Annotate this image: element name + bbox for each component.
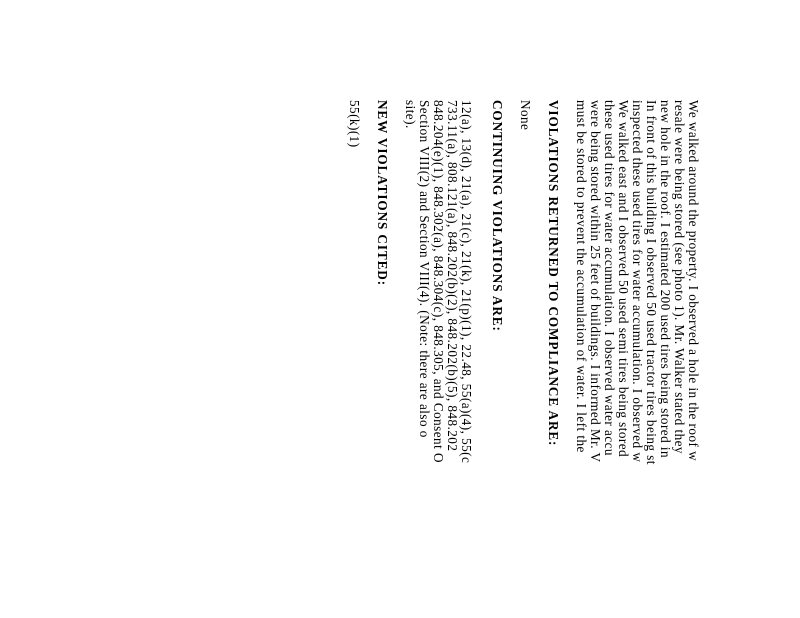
paragraph-line: inspected these used tires for water accumulation. I observed w bbox=[630, 100, 645, 463]
paragraph-line: We walked around the property. I observed a hole in the roof w bbox=[686, 100, 701, 462]
continuing-violations-heading: CONTINUING VIOLATIONS ARE: bbox=[490, 100, 505, 332]
returned-to-compliance-heading: VIOLATIONS RETURNED TO COMPLIANCE ARE: bbox=[546, 100, 561, 447]
continuing-violations-line: 733.11(a), 808.121(a), 848.202(b)(2), 848.202(b)(5), 848.202 bbox=[445, 100, 460, 452]
paragraph-line: We walked east and I observed 50 used semi tires being stored bbox=[616, 100, 631, 458]
paragraph-line: must be stored to prevent the accumulation of water. I left the bbox=[574, 100, 589, 453]
continuing-violations-line: 12(a), 13(d), 21(a), 21(c), 21(k), 21(p)(1), 22.48, 55(a)(4), 55(c bbox=[459, 100, 474, 464]
new-violations-heading: NEW VIOLATIONS CITED: bbox=[375, 100, 390, 286]
paragraph-line: new hole in the roof. I estimated 200 used tires being stored in bbox=[658, 100, 673, 459]
paragraph-line: resale were being stored (see photo 1). Mr. Walker stated they bbox=[672, 100, 687, 454]
rotated-document-text bbox=[300, 100, 700, 618]
continuing-violations-line: Section VIII(2) and Section VIII(4). (Note: there are also o bbox=[417, 100, 432, 438]
continuing-violations-line: site). bbox=[403, 100, 418, 129]
paragraph-line: In front of this building I observed 50 used tractor tires being st bbox=[644, 100, 659, 465]
returned-to-compliance-value: None bbox=[518, 100, 533, 131]
new-violations-value: 55(k)(1) bbox=[347, 100, 362, 148]
paragraph-line: these used tires for water accumulation. I observed water accu bbox=[602, 100, 617, 456]
continuing-violations-line: 848.204(e)(1), 848.302(a), 848.304(c), 848.305, and Consent O bbox=[431, 100, 446, 463]
paragraph-line: were being stored within 25 feet of buildings. I informed Mr. V bbox=[588, 100, 603, 463]
